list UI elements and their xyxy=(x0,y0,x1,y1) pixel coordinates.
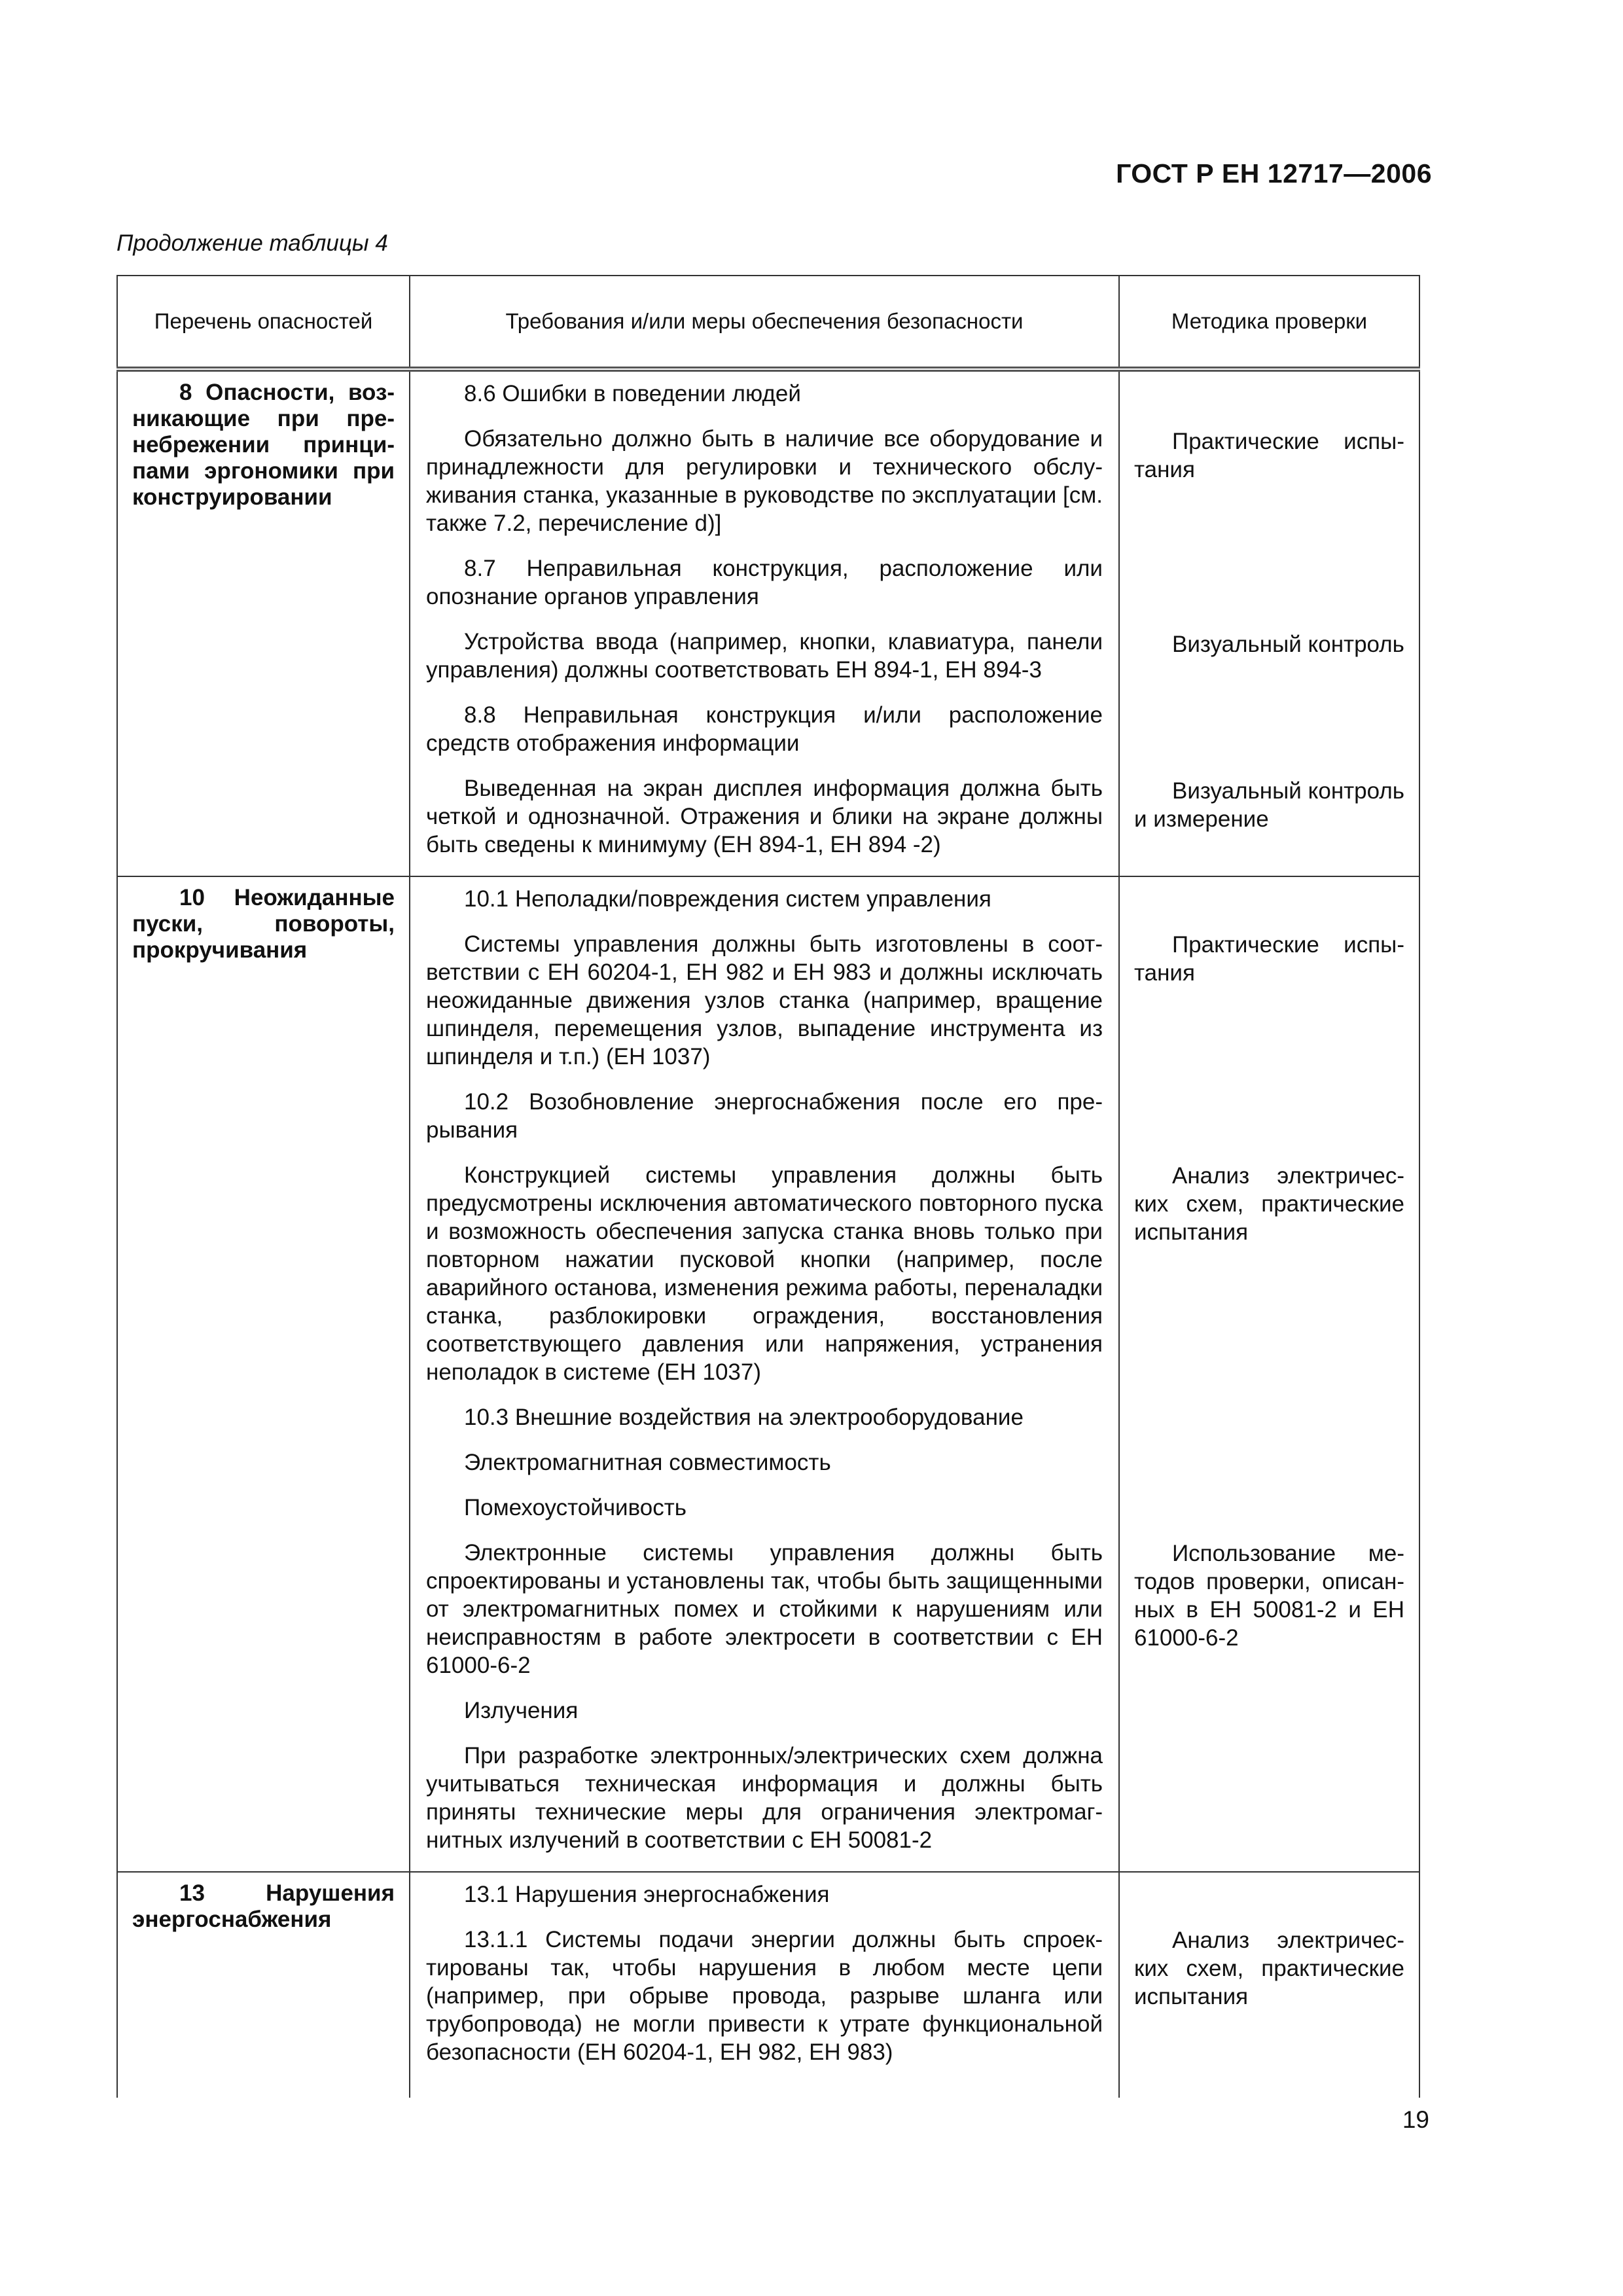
hazard-title: 13 Нарушения энергоснабжения xyxy=(132,1880,395,1932)
table-body xyxy=(117,369,1419,2098)
continuation-cell xyxy=(117,2083,410,2098)
requirement-paragraph: 10.2 Возобновление энергоснабжения после его прерывания xyxy=(426,1089,1103,1143)
table-continuation-row xyxy=(117,2083,1419,2098)
verification-method: Визуальный контроль и измерение xyxy=(1134,778,1404,832)
requirement-paragraph: 13.1.1 Системы подачи энергии должны быть спроектированы так, чтобы нарушения в любом месте цепи (например, при обрыве провода, разрыве шланга или трубопровода) не могли привести к утрате функциональной безопасности (ЕН 60204-1, ЕН 982, ЕН 983) xyxy=(426,1927,1103,2065)
verification-method: Практические испытания xyxy=(1134,932,1404,986)
verification-cell xyxy=(1119,1872,1419,2083)
hazard-group-row xyxy=(117,1872,1419,2083)
verification-method: Анализ электрических схем, практические испытания xyxy=(1134,1928,1404,2009)
requirement-paragraph: 8.6 Ошибки в поведении людей xyxy=(464,381,801,406)
table-caption: Продолжение таблицы 4 xyxy=(116,230,388,256)
verification-method: Практические испытания xyxy=(1134,429,1404,482)
column-header-hazards: Перечень опасностей xyxy=(117,276,410,369)
column-header-requirements: Требования и/или меры обеспечения безопасности xyxy=(410,276,1119,369)
requirement-paragraph: Выведенная на экран дисплея информация должна быть четкой и однозначной. Отражения и блики на экране должны быть сведены к минимуму (ЕН 894-1, ЕН 894 -2) xyxy=(426,776,1103,857)
hazard-title: 8 Опасности, возникающие при пренебрежении принципами эргономики при конструировании xyxy=(132,380,395,510)
hazard-group-row xyxy=(117,369,1419,876)
requirement-paragraph: 13.1 Нарушения энергоснабжения xyxy=(464,1882,830,1907)
requirement-paragraph: Конструкцией системы управления должны быть предусмотрены исключения автоматического повторного пуска и возможность обеспечения запуска станка вновь только при повторном нажатии пусковой кнопки (например, после аварийного останова, изменения режима работы, переналадки станка, разблокировки ограждения, восстановления соответствующего давления или напряжения, устранения неполадок в системе (ЕН 1037) xyxy=(426,1162,1103,1385)
requirement-paragraph: Излучения xyxy=(464,1698,579,1723)
hazard-cell xyxy=(117,369,410,876)
requirement-paragraph: Помехоустойчивость xyxy=(464,1495,687,1520)
requirement-paragraph: Обязательно должно быть в наличие все оборудование и принадлежности для регулировки и технического обслуживания станка, указанные в руководстве по эксплуатации [см. также 7.2, перечисление d)] xyxy=(426,426,1103,536)
requirement-paragraph: Устройства ввода (например, кнопки, клавиатура, панели управления) должны соответствовать ЕН 894-1, ЕН 894-3 xyxy=(426,629,1103,683)
requirement-paragraph: При разработке электронных/электрических схем должна учитываться техническая информация и должны быть приняты технические меры для ограничения электромагнитных излучений в соответствии с ЕН 50081-2 xyxy=(426,1743,1103,1853)
requirement-paragraph: 10.3 Внешние воздействия на электрооборудование xyxy=(464,1405,1024,1430)
verification-method: Использование методов проверки, описанных в ЕН 50081-2 и ЕН 61000-6-2 xyxy=(1134,1541,1404,1651)
document-code: ГОСТ Р ЕН 12717—2006 xyxy=(1116,158,1432,188)
requirement-paragraph: 10.1 Неполадки/повреждения систем управления xyxy=(464,886,991,912)
verification-method: Визуальный контроль xyxy=(1172,632,1404,657)
continuation-cell xyxy=(1119,2083,1419,2098)
requirement-paragraph: 8.7 Неправильная конструкция, расположение или опознание органов управления xyxy=(426,556,1103,609)
hazard-cell xyxy=(117,876,410,1872)
requirement-paragraph: Системы управления должны быть изготовлены в соответствии с ЕН 60204-1, ЕН 982 и ЕН 983 и должны исключать неожиданные движения узлов станка (например, вращение шпинделя, перемещения узлов, выпадение инструмента из шпинделя и т.п.) (ЕН 1037) xyxy=(426,931,1103,1069)
continuation-cell xyxy=(410,2083,1119,2098)
column-header-verification: Методика проверки xyxy=(1119,276,1419,369)
requirements-cell xyxy=(410,876,1119,1872)
safety-requirements-table xyxy=(116,275,1420,2098)
requirements-cell xyxy=(410,369,1119,876)
hazard-cell xyxy=(117,1872,410,2083)
table-header-row xyxy=(117,276,1419,369)
hazard-group-row xyxy=(117,876,1419,1872)
requirement-paragraph: Электронные системы управления должны быть спроектированы и установлены так, чтобы быть защищенными от электромагнитных помех и стойкими к нарушениям или неисправностям в работе электросети в соответствии с ЕН 61000-6-2 xyxy=(426,1540,1103,1678)
requirement-paragraph: Электромагнитная совместимость xyxy=(464,1450,831,1475)
requirements-cell xyxy=(410,1872,1119,2083)
verification-cell xyxy=(1119,876,1419,1872)
verification-cell xyxy=(1119,369,1419,876)
requirement-paragraph: 8.8 Неправильная конструкция и/или расположение средств отображения информации xyxy=(426,702,1103,756)
page-number: 19 xyxy=(1402,2106,1429,2133)
verification-method: Анализ электрических схем, практические испытания xyxy=(1134,1163,1404,1245)
hazard-title: 10 Неожиданные пуски, повороты, прокручивания xyxy=(132,885,395,963)
